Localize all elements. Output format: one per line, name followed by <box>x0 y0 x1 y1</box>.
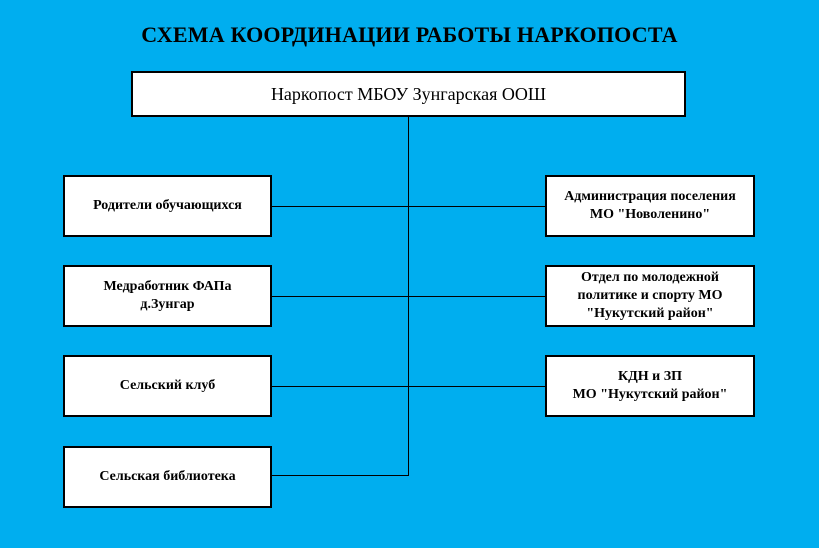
connector-right-3 <box>408 386 545 387</box>
node-label: Сельский клуб <box>119 378 216 393</box>
connector-left-4 <box>272 475 409 476</box>
node-label: Медработник ФАПа д.Зунгар <box>103 279 232 312</box>
node-label: Администрация поселения МО "Новоленино" <box>564 189 736 222</box>
node-label: Отдел по молодежной политике и спорту МО "Нукутский район" <box>577 270 723 321</box>
node-youth-department <box>545 265 755 327</box>
diagram-title: СХЕМА КООРДИНАЦИИ РАБОТЫ НАРКОПОСТА <box>141 22 678 47</box>
node-village-club <box>63 355 272 417</box>
root-node-label: Наркопост МБОУ Зунгарская ООШ <box>270 84 547 104</box>
node-label: Родители обучающихся <box>93 198 242 213</box>
node-label: КДН и ЗП МО "Нукутский район" <box>572 369 728 402</box>
connector-left-3 <box>272 386 409 387</box>
connector-left-2 <box>272 296 409 297</box>
node-label: Сельская библиотека <box>99 469 236 484</box>
root-node <box>131 71 686 117</box>
connector-right-1 <box>408 206 545 207</box>
connector-right-2 <box>408 296 545 297</box>
node-medical-worker <box>63 265 272 327</box>
node-village-library <box>63 446 272 508</box>
node-administration <box>545 175 755 237</box>
node-parents <box>63 175 272 237</box>
node-kdn-zp <box>545 355 755 417</box>
connector-left-1 <box>272 206 409 207</box>
